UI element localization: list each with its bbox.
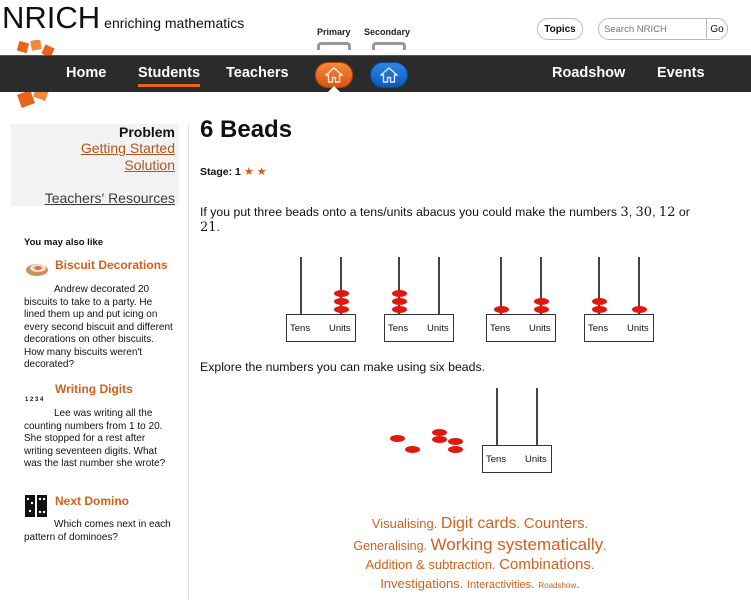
intro-number: 30 xyxy=(635,205,653,220)
teachers-resources-link[interactable]: Teachers' Resources xyxy=(44,190,175,206)
page-title: 6 Beads xyxy=(200,116,293,143)
related-desc-writing-digits: Lee was writing all the counting numbers from 1 to 20. She stopped for a rest after writing seventeen digits. What was the last number she wrote? xyxy=(24,408,166,469)
tag-roadshow[interactable]: Roadshow xyxy=(538,581,577,590)
intro-text: . xyxy=(216,220,220,234)
getting-started-link[interactable]: Getting Started xyxy=(80,140,175,156)
home-icon xyxy=(325,67,343,83)
related-desc-biscuit-decorations: Andrew decorated 20 biscuits to take to a party. He lined them up and put icing on every second biscuit and different decorations on other biscuits. How many biscuits weren't decorated? xyxy=(24,284,173,370)
abacus-bead xyxy=(334,290,349,297)
nav-home[interactable]: Home xyxy=(66,65,107,81)
search-box xyxy=(598,18,728,40)
solution-link[interactable]: Solution xyxy=(124,157,175,173)
topics-button[interactable]: Topics xyxy=(537,18,583,40)
intro-text: or xyxy=(675,205,690,219)
tens-label: Tens xyxy=(588,323,609,334)
tens-label: Tens xyxy=(490,323,511,334)
abacus-bead xyxy=(334,298,349,305)
explore-paragraph: Explore the numbers you can make using six beads. xyxy=(200,360,486,374)
abacus-bead xyxy=(592,298,607,305)
sidebar-divider xyxy=(188,124,189,600)
abacus-bead xyxy=(632,306,647,313)
tags-line-4: Investigations. Interactivities. Roadshow. xyxy=(380,576,580,591)
tag-combinations[interactable]: Combinations xyxy=(499,556,591,573)
tag-working-systematically[interactable]: Working systematically xyxy=(430,535,604,554)
tags-line-1: Visualising. Digit cards. Counters. xyxy=(371,515,589,532)
problem-label: Problem xyxy=(118,124,175,140)
intro-number: 12 xyxy=(658,205,676,220)
loose-bead xyxy=(390,435,405,442)
loose-bead xyxy=(405,446,420,453)
abacus-bead xyxy=(534,306,549,313)
primary-switch-label[interactable]: Primary xyxy=(317,27,351,37)
star-icon: ★ ★ xyxy=(243,166,267,178)
units-label: Units xyxy=(329,323,351,334)
stage-label: Stage: 1 xyxy=(200,165,241,178)
tag-generalising[interactable]: Generalising xyxy=(353,539,424,553)
loose-bead xyxy=(448,438,463,445)
intro-text: If you put three beads onto a tens/units abacus you could make the numbers xyxy=(200,205,621,219)
nav-teachers[interactable]: Teachers xyxy=(226,65,289,81)
abacus-bead xyxy=(592,306,607,313)
main-nav xyxy=(0,55,751,92)
search-input[interactable] xyxy=(599,19,706,39)
related-title-next-domino[interactable]: Next Domino xyxy=(55,494,130,508)
tag-investigations[interactable]: Investigations xyxy=(380,576,460,591)
abacus-example xyxy=(486,257,556,342)
intro-paragraph xyxy=(200,205,730,235)
nav-students[interactable]: Students xyxy=(138,65,201,81)
loose-bead xyxy=(432,429,447,436)
selected-caret xyxy=(328,86,340,92)
loose-bead xyxy=(448,446,463,453)
intro-number: 21 xyxy=(200,220,217,235)
loose-bead xyxy=(432,436,447,443)
abacus-bead xyxy=(534,298,549,305)
primary-home-button[interactable] xyxy=(315,62,353,88)
nav-events[interactable]: Events xyxy=(657,65,705,81)
abacus-bead xyxy=(334,306,349,313)
home-icon xyxy=(380,67,398,83)
units-label: Units xyxy=(427,323,449,334)
related-title-biscuit-decorations[interactable]: Biscuit Decorations xyxy=(55,258,168,272)
related-desc-next-domino: Which comes next in each pattern of dominoes? xyxy=(24,519,171,543)
tag-digit-cards[interactable]: Digit cards xyxy=(440,515,517,532)
tens-rod xyxy=(496,388,498,445)
related-title-writing-digits[interactable]: Writing Digits xyxy=(55,382,133,396)
intro-sep: , xyxy=(628,205,636,219)
stage-indicator xyxy=(200,165,267,178)
search-go-button[interactable]: Go xyxy=(706,19,727,39)
secondary-switch-bracket xyxy=(372,42,406,50)
abacus-bead xyxy=(494,306,509,313)
abacus-example xyxy=(384,257,454,342)
also-like-heading: You may also like xyxy=(24,237,104,248)
units-label: Units xyxy=(525,454,547,465)
tag-interactivities[interactable]: Interactivities xyxy=(466,579,532,591)
units-rod xyxy=(438,257,440,314)
tag-addition-subtraction[interactable]: Addition & subtraction xyxy=(365,557,492,572)
abacus-example xyxy=(584,257,654,342)
secondary-home-button[interactable] xyxy=(370,62,408,88)
tags-line-3: Addition & subtraction. Combinations. xyxy=(365,556,595,573)
problem-nav-box xyxy=(11,124,179,206)
nav-roadshow[interactable]: Roadshow xyxy=(552,65,626,81)
brand-name[interactable]: NRICH xyxy=(2,0,101,35)
secondary-switch-label[interactable]: Secondary xyxy=(364,27,411,37)
abacus-example xyxy=(286,257,356,342)
tens-label: Tens xyxy=(290,323,311,334)
intro-sep: , xyxy=(652,205,659,219)
intro-number: 3 xyxy=(620,205,629,220)
abacus-bead xyxy=(392,306,407,313)
units-rod xyxy=(536,388,538,445)
brand-tagline: enriching mathematics xyxy=(104,15,245,31)
units-label: Units xyxy=(529,323,551,334)
tens-label: Tens xyxy=(388,323,409,334)
brand[interactable] xyxy=(2,0,244,36)
digits-thumb-icon[interactable]: 1 2 3 4 xyxy=(25,397,44,403)
tag-visualising[interactable]: Visualising xyxy=(371,516,434,531)
primary-switch-bracket xyxy=(317,42,351,50)
abacus-bead xyxy=(392,290,407,297)
units-label: Units xyxy=(627,323,649,334)
tens-rod xyxy=(300,257,302,314)
tens-label: Tens xyxy=(486,454,507,465)
domino-thumb-icon[interactable] xyxy=(25,495,47,517)
biscuit-thumb-icon[interactable] xyxy=(25,259,49,277)
empty-abacus xyxy=(482,388,552,473)
tag-counters[interactable]: Counters xyxy=(523,515,585,532)
abacus-bead xyxy=(392,298,407,305)
tags-line-2: Generalising. Working systematically. xyxy=(353,535,607,554)
